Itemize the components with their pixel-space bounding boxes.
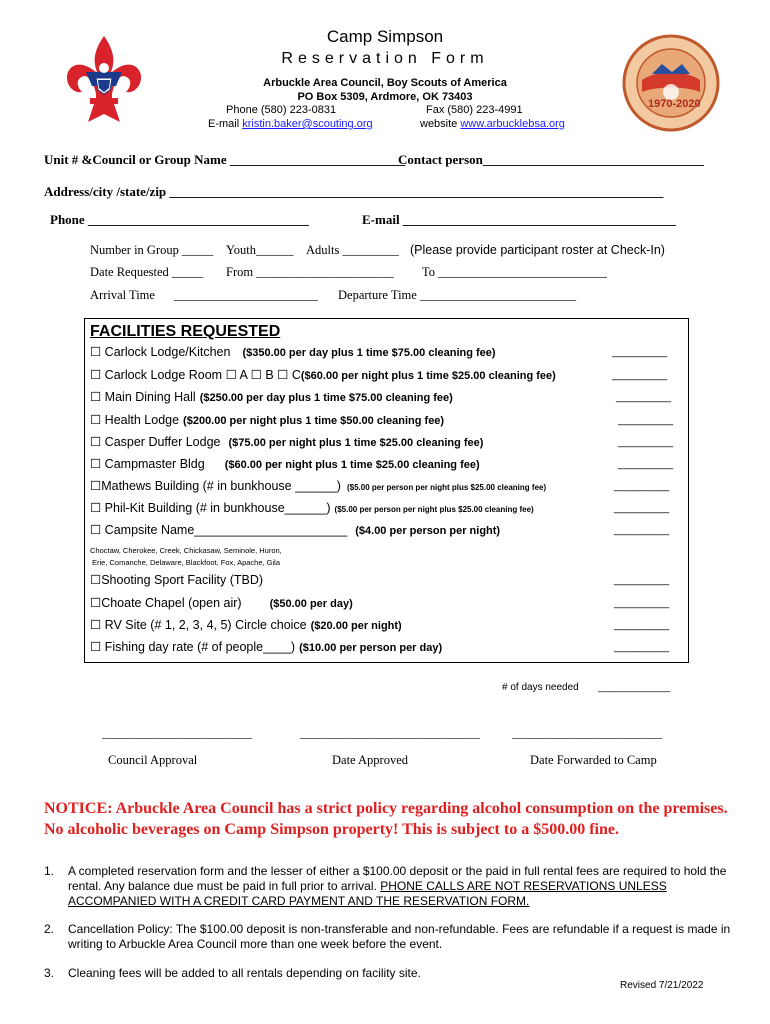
council-address: PO Box 5309, Ardmore, OK 73403	[297, 91, 473, 103]
note-body: A completed reservation form and the lesser of either a $100.00 deposit or the paid in full rental fees are required to hold the rental. Any balance due must be paid in full prior to arrival.	[68, 864, 727, 893]
facility-fee: ($60.00 per night plus 1 time $25.00 cleaning fee)	[224, 459, 480, 471]
facility-row-carlock-kitchen[interactable]	[90, 344, 496, 359]
days-needed-field[interactable]: _____________	[598, 682, 671, 693]
facility-blank[interactable]: _________	[612, 369, 668, 381]
facility-fee: ($250.00 per day plus 1 time $75.00 cleaning fee)	[199, 392, 453, 404]
email-field[interactable]: E-mail __________________________________________	[362, 212, 676, 227]
date-forwarded-line[interactable]: _________________________	[512, 726, 662, 740]
facility-fee: ($350.00 per day plus 1 time $75.00 cleaning fee)	[242, 347, 496, 359]
facility-blank[interactable]: _________	[618, 458, 674, 470]
facility-row-mathews[interactable]	[90, 478, 546, 493]
facility-label: ☐ Fishing day rate (# of people____)	[90, 640, 296, 654]
facility-fee: ($60.00 per night plus 1 time $25.00 cleaning fee)	[300, 370, 556, 382]
facility-blank[interactable]: _________	[614, 619, 670, 631]
roster-note: (Please provide participant roster at Check-In)	[410, 243, 665, 257]
facility-label: ☐ Main Dining Hall	[90, 390, 196, 404]
facilities-heading: FACILITIES REQUESTED	[90, 323, 281, 340]
council-website	[420, 118, 565, 130]
facility-row-phil-kit[interactable]	[90, 500, 534, 515]
arrival-time-field[interactable]: _______________________	[174, 288, 318, 302]
facility-fee: ($5.00 per person per night plus $25.00 cleaning fee)	[334, 505, 534, 514]
adults-field[interactable]: Adults _________	[306, 243, 399, 257]
date-approved-line[interactable]: ______________________________	[300, 726, 480, 740]
facility-label: ☐ RV Site (# 1, 2, 3, 4, 5) Circle choice	[90, 618, 307, 632]
facility-fee: ($4.00 per person per night)	[355, 525, 501, 537]
facility-row-shooting[interactable]	[90, 572, 263, 587]
facility-row-choate-chapel[interactable]	[90, 595, 353, 610]
revised-date: Revised 7/21/2022	[620, 980, 704, 991]
facility-blank[interactable]: _________	[614, 574, 670, 586]
facility-blank[interactable]: _________	[614, 597, 670, 609]
facility-fee: ($5.00 per person per night plus $25.00 cleaning fee)	[346, 483, 547, 492]
facility-blank[interactable]: _________	[612, 346, 668, 358]
date-requested-field[interactable]: Date Requested _____	[90, 265, 204, 279]
facility-label: ☐ Phil-Kit Building (# in bunkhouse______)	[90, 501, 331, 515]
note-number: 3.	[44, 966, 55, 980]
facility-label: ☐Shooting Sport Facility (TBD)	[90, 573, 264, 587]
alcohol-notice: NOTICE: Arbuckle Area Council has a strict policy regarding alcohol consumption on the premises. No alcoholic beverages on Camp Simpson property! This is subject to a $500.00 fine.	[44, 800, 728, 838]
facility-row-campsite[interactable]	[90, 522, 500, 537]
council-email	[208, 118, 373, 130]
departure-time-field[interactable]: Departure Time _________________________	[338, 288, 577, 302]
facility-row-campmaster[interactable]	[90, 456, 480, 471]
facility-fee: ($50.00 per day)	[269, 598, 353, 610]
arrival-time-label: Arrival Time	[90, 288, 155, 302]
facility-label: ☐ Campmaster Bldg	[90, 457, 205, 471]
contact-field[interactable]: Contact person__________________________________	[398, 152, 704, 167]
days-needed-label: # of days needed	[502, 682, 579, 693]
note-number: 2.	[44, 922, 55, 936]
number-in-group-field[interactable]: Number in Group _____	[90, 243, 214, 257]
facility-row-carlock-room[interactable]	[90, 367, 556, 382]
note-text: Cleaning fees will be added to all rentals depending on facility site.	[68, 966, 421, 980]
youth-field[interactable]: Youth______	[226, 243, 294, 257]
facility-blank[interactable]: _________	[614, 524, 670, 536]
note-text: Cancellation Policy: The $100.00 deposit is non-transferable and non-refundable. Fees are refundable if a request is made in writing to Arbuckle Area Council more than one week before the event.	[68, 922, 731, 951]
facility-fee: ($20.00 per night)	[310, 620, 402, 632]
facility-label: ☐Choate Chapel (open air)	[90, 596, 242, 610]
facility-blank[interactable]: _________	[614, 502, 670, 514]
facility-row-health-lodge[interactable]	[90, 412, 444, 427]
facility-label: ☐ Carlock Lodge/Kitchen	[90, 345, 231, 359]
facility-blank[interactable]: _________	[616, 391, 672, 403]
facility-blank[interactable]: _________	[614, 480, 670, 492]
address-field[interactable]: Address/city /state/zip ____________________________________________________________________________	[44, 184, 664, 199]
phone-field[interactable]: Phone __________________________________	[50, 212, 309, 227]
facility-fee: ($75.00 per night plus 1 time $25.00 cleaning fee)	[228, 437, 484, 449]
unit-field[interactable]: Unit # &Council or Group Name ___________________________	[44, 152, 406, 167]
facility-label: ☐ Campsite Name______________________	[90, 523, 348, 537]
facility-blank[interactable]: _________	[618, 414, 674, 426]
email-label: E-mail	[208, 118, 240, 130]
seal-year-text: 1970-2020	[648, 98, 701, 110]
facility-blank[interactable]: _________	[614, 641, 670, 653]
note-text	[68, 864, 733, 909]
council-phone: Phone (580) 223-0831	[226, 104, 337, 116]
note-underlined: PHONE CALLS ARE NOT RESERVATIONS UNLESS ACCOMPANIED WITH A CREDIT CARD PAYMENT AND THE RESERVATION FORM.	[68, 879, 667, 908]
facility-row-fishing[interactable]	[90, 639, 442, 654]
council-fax: Fax (580) 223-4991	[426, 104, 523, 116]
campsite-list-1: Choctaw, Cherokee, Creek, Chickasaw, Seminole, Huron,	[90, 546, 282, 555]
note-number: 1.	[44, 864, 55, 878]
page-title: Camp Simpson	[326, 27, 444, 46]
from-field[interactable]: From ______________________	[226, 265, 394, 279]
facility-fee: ($200.00 per night plus 1 time $50.00 cleaning fee)	[183, 415, 445, 427]
facility-label: ☐ Casper Duffer Lodge	[90, 435, 221, 449]
council-name: Arbuckle Area Council, Boy Scouts of America	[263, 77, 507, 89]
council-approval-line[interactable]: _________________________	[102, 726, 252, 740]
facility-row-rv-site[interactable]	[90, 617, 402, 632]
council-approval-label: Council Approval	[108, 753, 198, 767]
facility-blank[interactable]: _________	[618, 436, 674, 448]
website-link[interactable]: www.arbucklebsa.org	[460, 118, 565, 130]
facility-row-main-dining[interactable]	[90, 389, 453, 404]
website-label: website	[420, 118, 458, 130]
page-subtitle: Reservation Form	[281, 50, 489, 67]
to-field[interactable]: To ___________________________	[422, 265, 607, 279]
email-link[interactable]: kristin.baker@scouting.org	[242, 118, 373, 130]
date-approved-label: Date Approved	[332, 753, 409, 767]
facility-fee: ($10.00 per person per day)	[299, 642, 443, 654]
facility-label: ☐ Carlock Lodge Room ☐ A ☐ B ☐ C	[90, 368, 301, 382]
facility-label: ☐Mathews Building (# in bunkhouse ______)	[90, 479, 341, 493]
campsite-list-2: Erie, Comanche, Delaware, Blackfoot, Fox, Apache, Gila	[92, 558, 281, 567]
facility-row-casper-duffer[interactable]	[90, 434, 483, 449]
facility-label: ☐ Health Lodge	[90, 413, 180, 427]
date-forwarded-label: Date Forwarded to Camp	[530, 753, 657, 767]
